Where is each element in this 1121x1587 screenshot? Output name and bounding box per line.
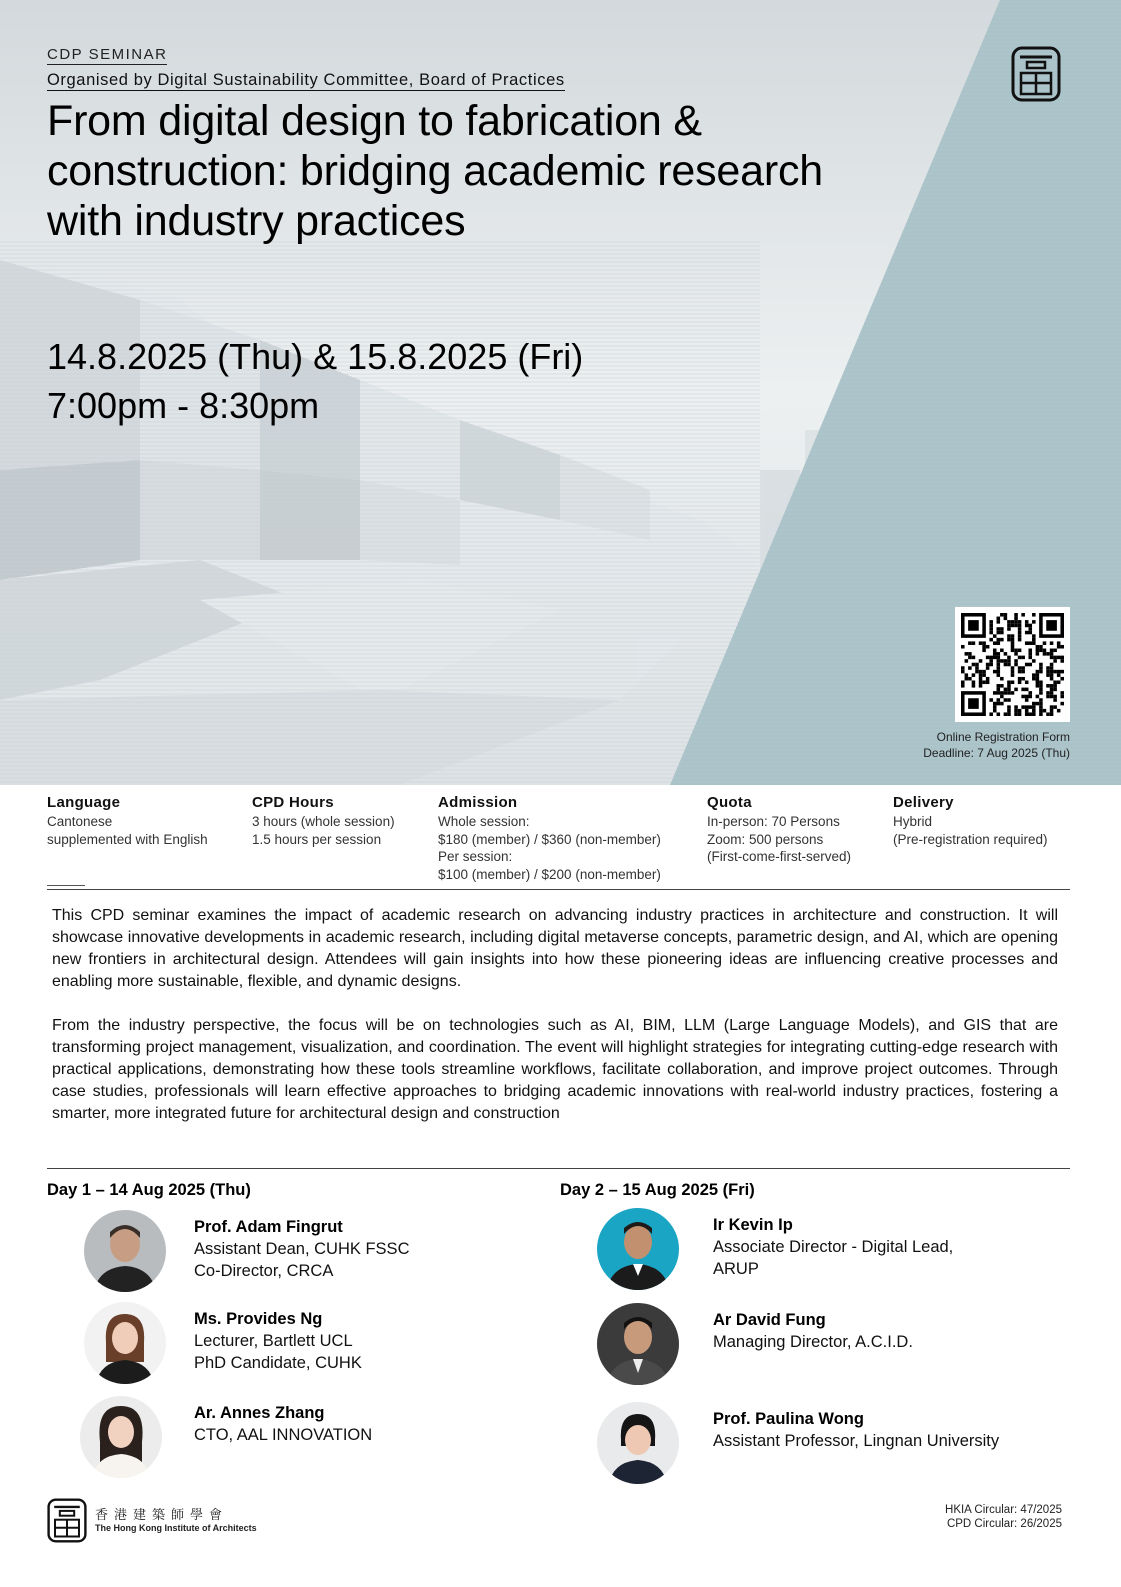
registration-qr-code[interactable] (955, 607, 1070, 722)
speaker-name: Prof. Paulina Wong (713, 1410, 864, 1428)
day2-heading: Day 2 – 15 Aug 2025 (Fri) (560, 1181, 755, 1199)
speaker-photo (80, 1396, 162, 1478)
speaker-name: Prof. Adam Fingrut (194, 1218, 343, 1236)
hkia-circular: HKIA Circular: 47/2025 (945, 1504, 1062, 1516)
footer-org-english: The Hong Kong Institute of Architects (95, 1523, 257, 1533)
event-info-row (0, 794, 1121, 884)
speaker-photo (597, 1208, 679, 1290)
event-date: 14.8.2025 (Thu) & 15.8.2025 (Fri) (47, 336, 584, 377)
hero-banner (0, 0, 1121, 785)
info-heading: Delivery (893, 794, 954, 811)
info-heading: CPD Hours (252, 794, 334, 811)
divider (47, 889, 1070, 890)
event-time: 7:00pm - 8:30pm (47, 385, 320, 426)
info-line: Cantonese (47, 814, 113, 829)
speaker-role: CTO, AAL INNOVATION (194, 1426, 373, 1444)
info-line: In-person: 70 Persons (707, 814, 840, 829)
speaker-name: Ar David Fung (713, 1311, 826, 1329)
speaker-name: Ir Kevin Ip (713, 1216, 793, 1234)
info-heading: Language (47, 794, 121, 811)
seminar-kicker: CDP SEMINAR (47, 46, 168, 63)
speaker-role: Assistant Professor, Lingnan University (713, 1432, 1000, 1450)
divider (47, 1168, 1070, 1169)
organiser-line: Organised by Digital Sustainability Committee, Board of Practices (47, 71, 565, 89)
info-line: $180 (member) / $360 (non-member) (438, 831, 661, 847)
info-line: Whole session: (438, 814, 530, 829)
speaker-photo (597, 1402, 679, 1484)
info-line: Zoom: 500 persons (707, 831, 824, 847)
info-line: (Pre-registration required) (893, 831, 1048, 847)
hkia-logo-icon (1011, 46, 1061, 102)
footer-org-chinese: 香港建築師學會 (95, 1508, 229, 1523)
seminar-title: From digital design to fabrication & construction: bridging academic research with industry practices (47, 97, 823, 245)
info-admission (438, 794, 661, 883)
circular-numbers (945, 1503, 1062, 1531)
registration-caption (923, 730, 1070, 761)
info-line: $100 (member) / $200 (non-member) (438, 866, 661, 882)
cpd-circular: CPD Circular: 26/2025 (946, 1518, 1062, 1530)
speaker-role: Lecturer, Bartlett UCL (194, 1332, 353, 1350)
description-paragraph-1: This CPD seminar examines the impact of academic research on advancing industry practices in architecture and construction. It will showcase innovative developments in academic research, including digital metaverse concepts, parametric design, and AI, which are opening new frontiers in architectural design. Attendees will gain insights into how these pioneering ideas are influencing creative processes and enabling more sustainable, flexible, and dynamic designs. (52, 907, 1058, 990)
info-quota (707, 794, 851, 866)
qr-code-icon (961, 613, 1064, 716)
info-language (47, 794, 208, 848)
speaker-role: ARUP (713, 1260, 759, 1278)
speaker-photo (84, 1302, 166, 1384)
divider (47, 885, 85, 886)
info-heading: Admission (438, 794, 518, 811)
info-cpd-hours (252, 794, 395, 848)
info-line: 1.5 hours per session (252, 831, 382, 847)
day1-heading: Day 1 – 14 Aug 2025 (Thu) (47, 1181, 251, 1199)
registration-deadline: Deadline: 7 Aug 2025 (Thu) (923, 745, 1070, 760)
speaker-role: Managing Director, A.C.I.D. (713, 1333, 913, 1351)
info-line: Per session: (438, 849, 513, 864)
speaker-photo (597, 1303, 679, 1385)
speaker-role: Associate Director - Digital Lead, (713, 1238, 954, 1256)
hkia-logo-icon (47, 1498, 87, 1543)
info-line: 3 hours (whole session) (252, 814, 395, 829)
info-heading: Quota (707, 794, 752, 811)
speaker-name: Ar. Annes Zhang (194, 1404, 325, 1422)
registration-form-label[interactable]: Online Registration Form (936, 730, 1070, 744)
speaker-name: Ms. Provides Ng (194, 1310, 323, 1328)
info-line: (First-come-first-served) (707, 849, 851, 864)
speaker-role: Co-Director, CRCA (194, 1262, 334, 1280)
speaker-role: Assistant Dean, CUHK FSSC (194, 1240, 410, 1258)
info-line: supplemented with English (47, 831, 208, 847)
description-paragraph-2: From the industry perspective, the focus will be on technologies such as AI, BIM, LLM (Large Language Models), and GIS that are transforming project management, visualization, and coordination. The event will highlight strategies for integrating cutting-edge research with practical applications, demonstrating how these tools streamline workflows, facilitate collaboration, and improve project outcomes. Through case studies, professionals will learn effective approaches to bridging academic innovations with real-world industry practices, fostering a smarter, more integrated future for architectural design and construction (52, 1017, 1058, 1122)
info-delivery (893, 794, 1048, 848)
speaker-role: PhD Candidate, CUHK (194, 1354, 362, 1372)
info-line: Hybrid (893, 814, 933, 829)
speaker-photo (84, 1210, 166, 1292)
